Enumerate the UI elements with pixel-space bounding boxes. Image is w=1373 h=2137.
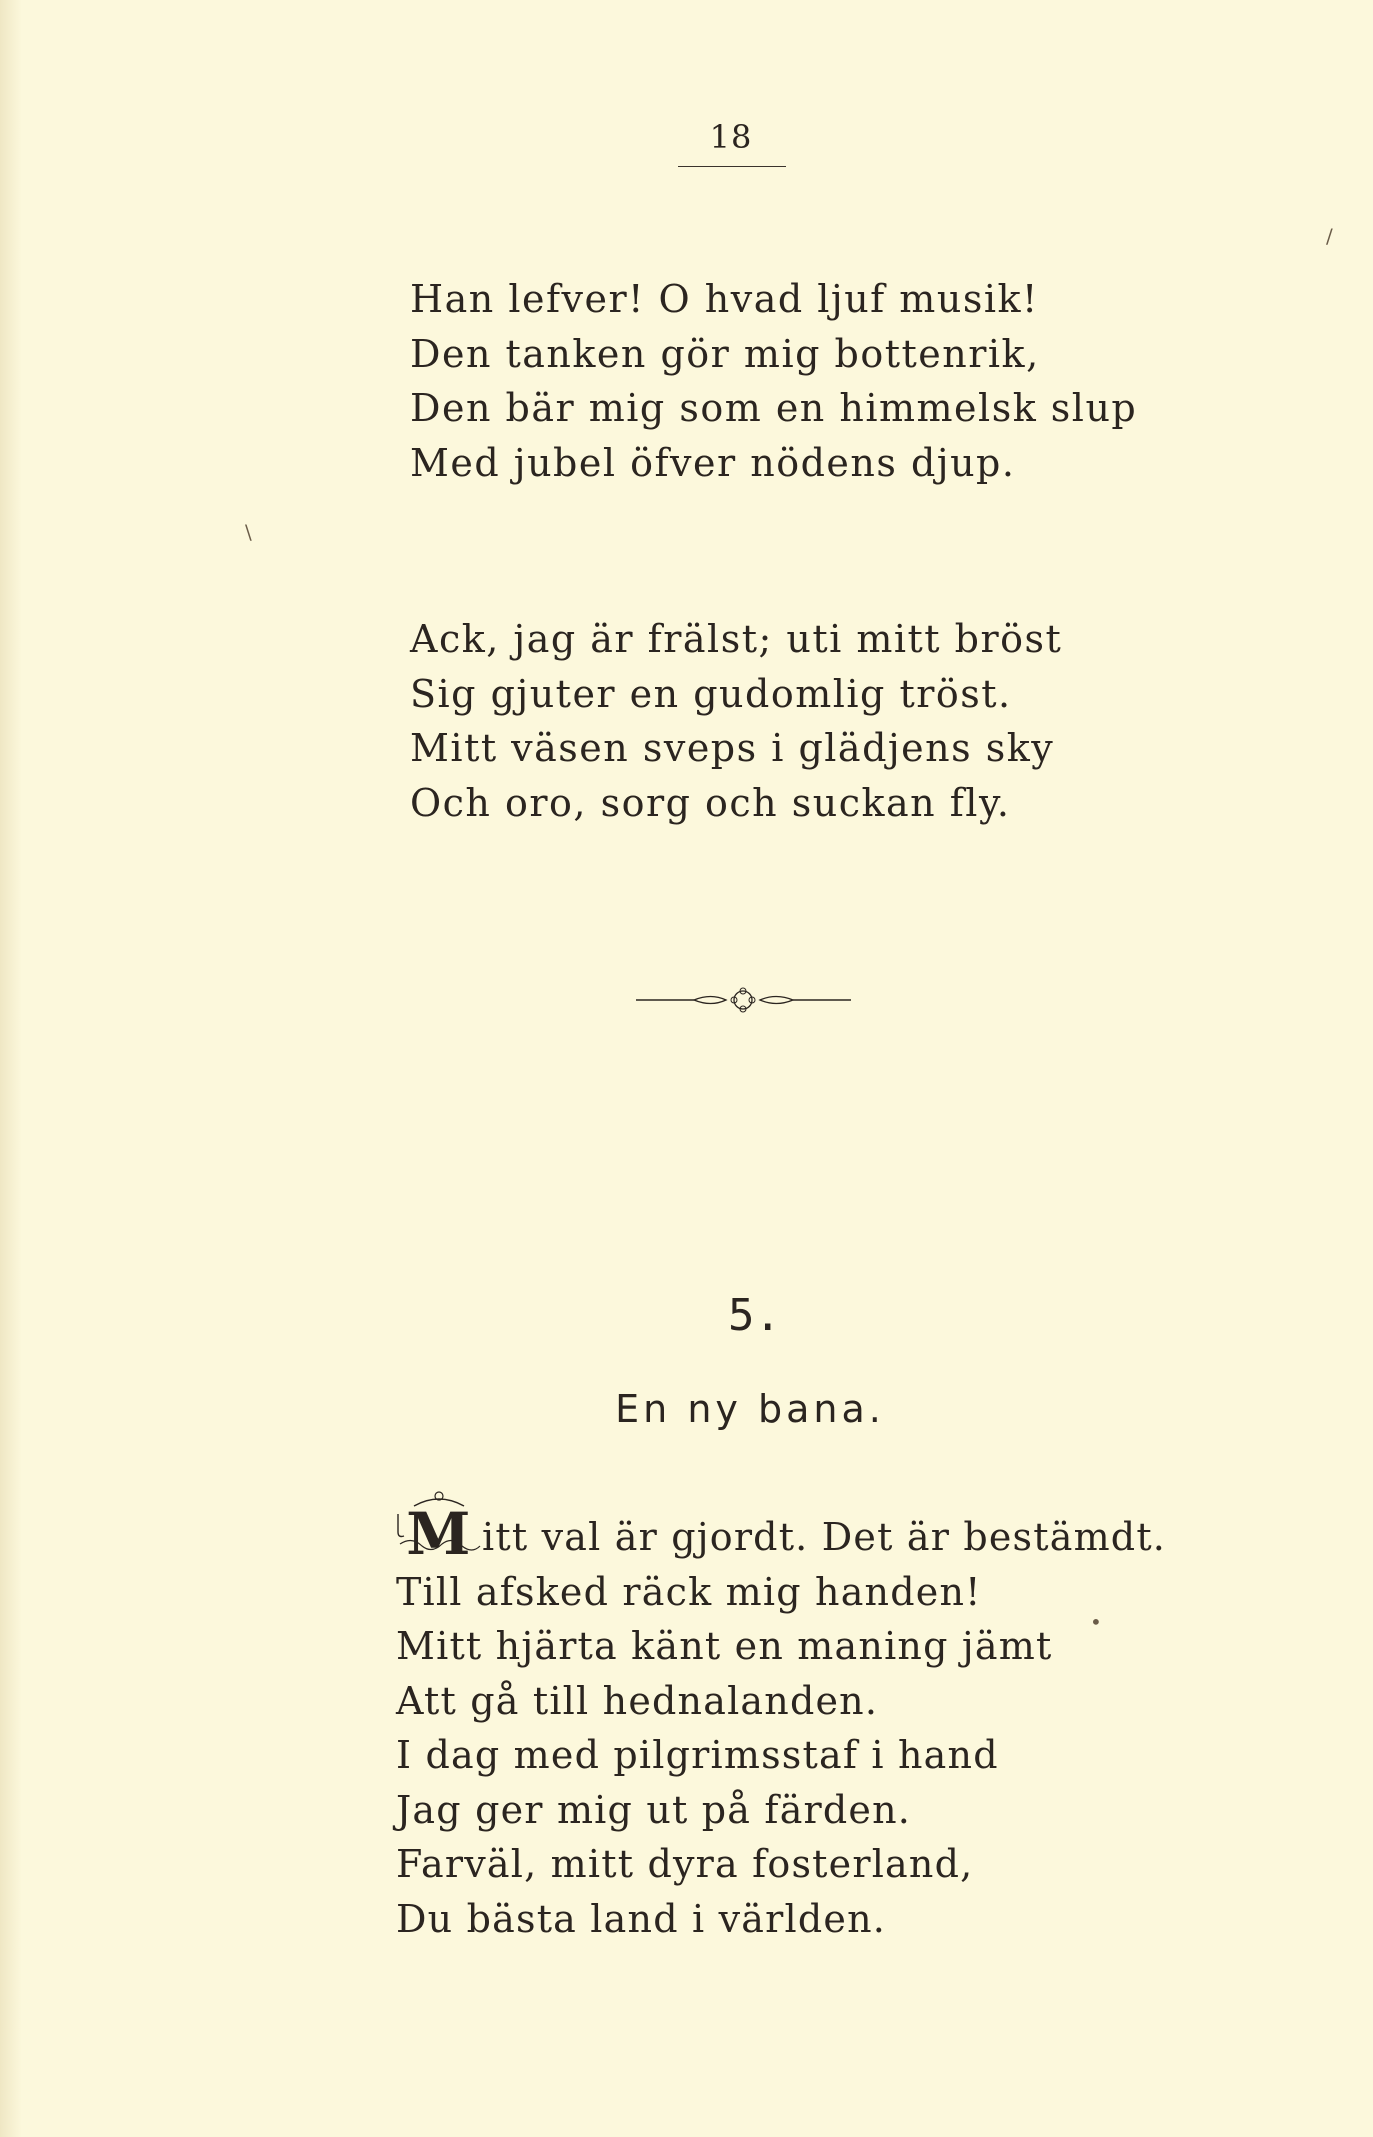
poem-first-line: [396, 1500, 1167, 1568]
stanza-1: [410, 272, 1137, 490]
ornament-divider-icon: [636, 985, 851, 1015]
stray-mark: •: [1090, 1610, 1102, 1634]
stanza-line: Med jubel öfver nödens djup.: [410, 440, 1016, 485]
stanza-line: Den bär mig som en himmelsk slup: [410, 386, 1138, 430]
stanza-line: Ack, jag är frälst; uti mitt bröst: [410, 617, 1063, 661]
stanza-line: Och oro, sorg och suckan fly.: [410, 780, 1011, 825]
page-edge: [0, 0, 22, 2137]
page-number: 18: [709, 118, 753, 156]
section-title: En ny bana.: [615, 1387, 885, 1431]
poem-line: Mitt hjärta känt en maning jämt: [396, 1624, 1053, 1668]
poem-first-line-text: itt val är gjordt. Det är bestämdt.: [482, 1515, 1167, 1559]
page-number-rule: [678, 166, 786, 167]
stanza-line: Den tanken gör mig bottenrik,: [410, 331, 1040, 376]
stanza-line: Mitt väsen sveps i glädjens sky: [410, 726, 1055, 770]
stanza-2: [410, 612, 1062, 830]
poem-line: Du bästa land i världen.: [396, 1896, 887, 1941]
poem-line: I dag med pilgrimsstaf i hand: [396, 1733, 999, 1777]
stray-mark: /: [1326, 224, 1333, 248]
poem-body: [396, 1500, 1167, 1946]
stanza-line: Sig gjuter en gudomlig tröst.: [410, 671, 1012, 716]
stanza-line: Han lefver! O hvad ljuf musik!: [410, 277, 1039, 321]
poem-line: Att gå till hednalanden.: [396, 1678, 879, 1723]
poem-line: Farväl, mitt dyra fosterland,: [396, 1842, 974, 1886]
poem-line: Till afsked räck mig handen!: [396, 1569, 982, 1614]
poem-line: Jag ger mig ut på färden.: [396, 1787, 912, 1832]
drop-cap: [396, 1500, 482, 1568]
stray-mark: \: [245, 520, 252, 544]
section-number: 5.: [728, 1290, 781, 1341]
drop-cap-letter: M: [406, 1500, 472, 1568]
